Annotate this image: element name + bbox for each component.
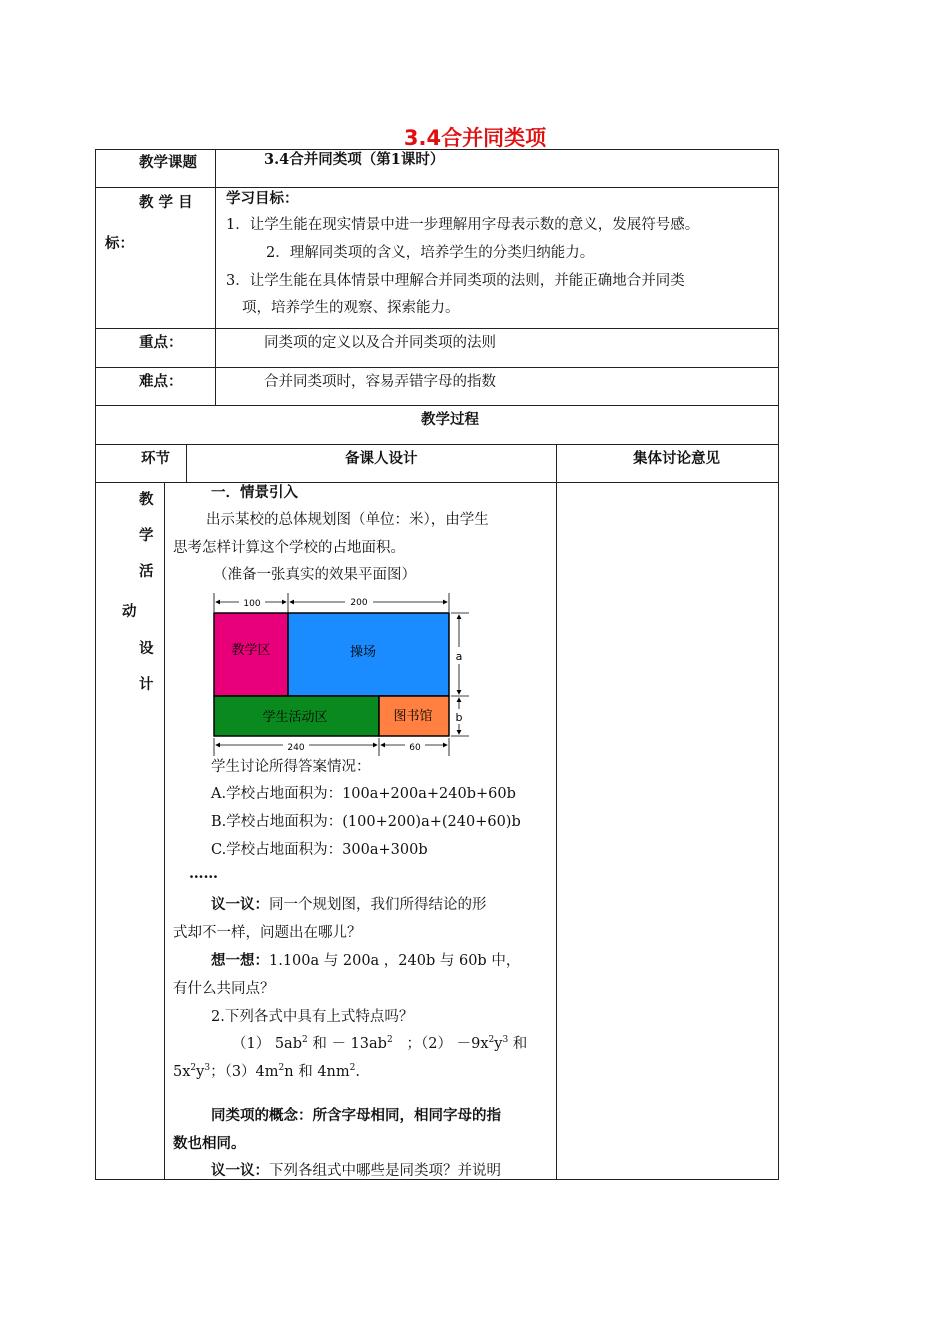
campus-plan-diagram	[205, 590, 480, 758]
goal-item: 2．理解同类项的含义，培养学生的分类归纳能力。	[266, 245, 595, 261]
discuss-2-label: 议一议：	[211, 1162, 269, 1179]
col-divider	[186, 444, 187, 482]
goal-item: 1．让学生能在现实情景中进一步理解用字母表示数的意义，发展符号感。	[226, 217, 700, 233]
discuss-1-label: 议一议：	[211, 896, 269, 913]
discuss-1-text: 同一个规划图，我们所得结论的形	[269, 897, 487, 913]
process-title: 教学过程	[421, 411, 479, 428]
answer-a: A.学校占地面积为：100a+200a+240b+60b	[211, 786, 516, 802]
header-section: 环节	[141, 450, 170, 467]
row-divider	[95, 328, 779, 329]
topic-value: 3.4合并同类项（第1课时）	[264, 151, 445, 168]
goals-label: 教 学 目	[139, 194, 193, 211]
header-design: 备课人设计	[345, 450, 418, 467]
zone-teaching-label: 教学区	[231, 643, 271, 658]
col-divider	[164, 482, 165, 1180]
dim-200: 200	[350, 598, 368, 608]
dim-b: b	[455, 711, 463, 724]
discuss-1	[211, 896, 487, 914]
row-divider	[95, 367, 779, 368]
zone-playground-label: 操场	[349, 645, 377, 660]
col-divider	[556, 444, 557, 1180]
side-char: 学	[139, 527, 154, 544]
concept: 同类项的概念：所含字母相同，相同字母的指	[211, 1107, 501, 1124]
zone-library-label: 图书馆	[393, 709, 433, 724]
dim-a: a	[455, 650, 463, 663]
think-text: 1.100a 与 200a ，240b 与 60b 中，	[269, 953, 521, 969]
concept-cont: 数也相同。	[173, 1135, 246, 1152]
goals-label-cont: 标：	[105, 235, 134, 252]
ellipsis: ……	[189, 865, 218, 882]
discuss-2-text: 下列各组式中哪些是同类项？并说明	[269, 1163, 501, 1179]
discuss-2	[211, 1162, 501, 1180]
section-heading: 一．情景引入	[211, 484, 298, 501]
key-value: 同类项的定义以及合并同类项的法则	[264, 335, 496, 351]
expressions-line-2: $5x^2y^3$；$(3)4m^2n$ 和 $4nm^2$.	[173, 1063, 360, 1080]
dim-100: 100	[243, 599, 261, 609]
paragraph: 思考怎样计算这个学校的占地面积。	[173, 540, 405, 556]
difficult-label: 难点：	[139, 373, 183, 390]
goal-item: 项，培养学生的观察、探索能力。	[242, 300, 460, 316]
think-cont: 有什么共同点？	[173, 981, 275, 997]
answer-b: B.学校占地面积为：(100+200)a+(240+60)b	[211, 814, 521, 830]
question-2: 2.下列各式中具有上式特点吗？	[211, 1009, 414, 1025]
side-char: 活	[139, 563, 154, 580]
paragraph: （准备一张真实的效果平面图）	[213, 567, 416, 583]
side-char: 动	[122, 603, 137, 620]
side-char: 教	[139, 491, 154, 508]
key-label: 重点：	[139, 334, 183, 351]
answers-title: 学生讨论所得答案情况：	[211, 759, 371, 775]
row-divider	[95, 444, 779, 445]
difficult-value: 合并同类项时，容易弄错字母的指数	[264, 374, 496, 390]
row-divider	[95, 187, 779, 188]
think-label: 想一想：	[211, 952, 269, 969]
document-title: 3.4合并同类项	[403, 126, 547, 150]
row-divider	[95, 405, 779, 406]
goal-item: 3．让学生能在具体情景中理解合并同类项的法则，并能正确地合并同类	[226, 273, 685, 289]
col-divider	[215, 149, 216, 405]
dim-60: 60	[409, 743, 421, 753]
dim-240: 240	[287, 743, 305, 753]
row-divider	[95, 482, 779, 483]
header-discussion: 集体讨论意见	[633, 450, 720, 467]
zone-activity-label: 学生活动区	[262, 710, 328, 725]
side-char: 设	[139, 640, 154, 657]
think	[211, 952, 520, 970]
topic-label: 教学课题	[139, 154, 197, 171]
expressions-line-1: （1） $5ab^2$ 和 － $13ab^2$ ；$(2) -9x^2y^3$ 和	[232, 1035, 528, 1052]
discuss-1-cont: 式却不一样，问题出在哪儿？	[173, 925, 362, 941]
side-char: 计	[139, 676, 154, 693]
paragraph: 出示某校的总体规划图（单位：米），由学生	[206, 512, 489, 528]
goals-heading: 学习目标：	[226, 190, 299, 207]
answer-c: C.学校占地面积为：300a+300b	[211, 842, 428, 858]
